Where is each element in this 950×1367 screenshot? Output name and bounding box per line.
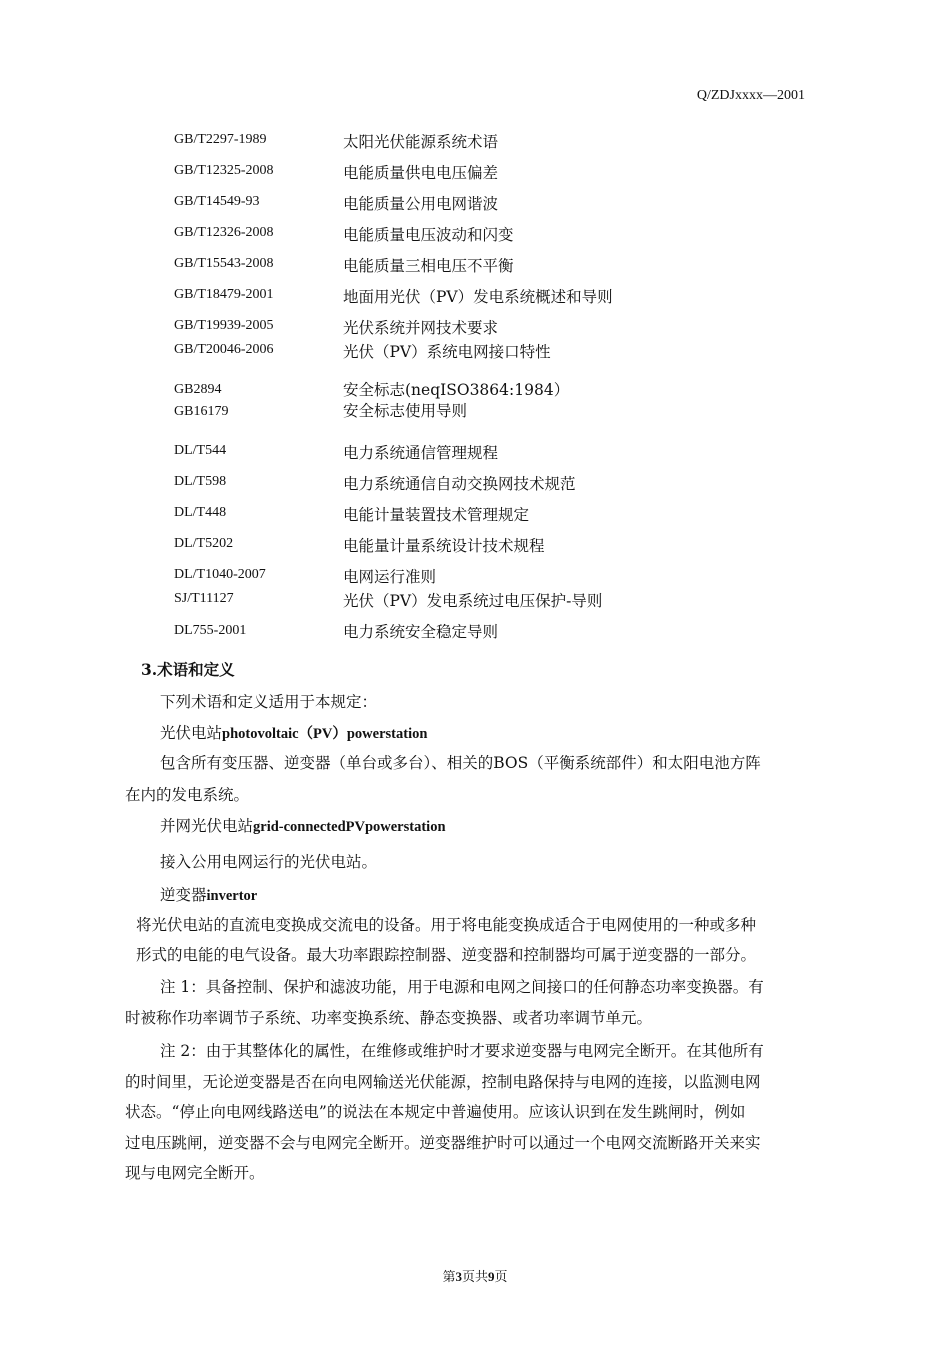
- term-grid-connected-pv: [160, 814, 446, 836]
- term-name-cn: 并网光伏电站: [160, 817, 254, 835]
- note-1: 注 1：具备控制、保护和滤波功能，用于电源和电网之间接口的任何静态功率变换器。有: [160, 978, 764, 996]
- reference-code: GB/T14549-93: [174, 194, 260, 209]
- term-definition: 将光伏电站的直流电变换成交流电的设备。用于将电能变换成适合于电网使用的一种或多种: [136, 916, 757, 934]
- reference-title: 光伏（PV）发电系统过电压保护-导则: [343, 592, 603, 610]
- note-2-continued: 现与电网完全断开。: [125, 1164, 265, 1182]
- section-heading: 3.术语和定义: [141, 660, 235, 679]
- footer-middle: 页共: [461, 1269, 488, 1284]
- term-photovoltaic-power-station: [160, 721, 427, 743]
- reference-title: 光伏（PV）系统电网接口特性: [343, 343, 551, 361]
- term-definition: 包含所有变压器、逆变器（单台或多台）、相关的BOS（平衡系统部件）和太阳电池方阵: [160, 754, 761, 772]
- term-name-cn: 光伏电站: [160, 724, 223, 742]
- reference-title: 安全标志(neqISO3864:1984）: [343, 381, 570, 399]
- reference-title: 电能计量装置技术管理规定: [343, 506, 530, 524]
- term-definition: 形式的电能的电气设备。最大功率跟踪控制器、逆变器和控制器均可属于逆变器的一部分。: [136, 946, 757, 964]
- reference-code: GB16179: [174, 404, 229, 419]
- reference-code: GB/T20046-2006: [174, 342, 274, 357]
- footer-suffix: 页: [494, 1269, 508, 1284]
- note-2-continued: 状态。“停止向电网线路送电”的说法在本规定中普遍使用。应该认识到在发生跳闸时，例如: [125, 1103, 746, 1121]
- reference-code: SJ/T11127: [174, 591, 234, 606]
- document-id: Q/ZDJxxxx—2001: [696, 88, 805, 103]
- term-name-en: photovoltaic（PV）powerstation: [222, 726, 428, 742]
- reference-title: 电能质量供电电压偏差: [343, 164, 499, 182]
- reference-code: DL/T1040-2007: [174, 567, 266, 582]
- page-total: 9: [488, 1269, 495, 1284]
- term-invertor: [160, 883, 257, 905]
- note-2-continued: 过电压跳闸，逆变器不会与电网完全断开。逆变器维护时可以通过一个电网交流断路开关来实: [125, 1134, 761, 1152]
- reference-code: GB/T15543-2008: [174, 256, 274, 271]
- note-2: 注 2：由于其整体化的属性，在维修或维护时才要求逆变器与电网完全断开。在其他所有: [160, 1042, 764, 1060]
- footer-prefix: 第: [442, 1269, 456, 1284]
- reference-title: 电能质量电压波动和闪变: [343, 226, 514, 244]
- reference-title: 电力系统安全稳定导则: [343, 623, 499, 641]
- note-1-continued: 时被称作功率调节子系统、功率变换系统、静态变换器、或者功率调节单元。: [125, 1009, 653, 1027]
- reference-code: DL755-2001: [174, 623, 247, 638]
- reference-code: DL/T544: [174, 443, 227, 458]
- note-2-continued: 的时间里，无论逆变器是否在向电网输送光伏能源，控制电路保持与电网的连接，以监测电网: [125, 1073, 761, 1091]
- definitions-intro: 下列术语和定义适用于本规定：: [160, 693, 378, 711]
- reference-title: 电力系统通信管理规程: [343, 444, 499, 462]
- reference-title: 地面用光伏（PV）发电系统概述和导则: [343, 288, 613, 306]
- term-name-en: invertor: [206, 888, 258, 904]
- reference-code: GB/T2297-1989: [174, 132, 267, 147]
- reference-title: 电网运行准则: [343, 568, 437, 586]
- term-name-en: grid-connectedPVpowerstation: [253, 819, 446, 835]
- term-name-cn: 逆变器: [160, 886, 207, 904]
- page-footer: [0, 1266, 950, 1285]
- reference-code: GB/T12326-2008: [174, 225, 274, 240]
- reference-code: GB2894: [174, 382, 222, 397]
- reference-code: DL/T5202: [174, 536, 234, 551]
- page-number: 3: [455, 1269, 462, 1284]
- reference-code: DL/T598: [174, 474, 227, 489]
- reference-title: 电能质量三相电压不平衡: [343, 257, 514, 275]
- term-definition: 接入公用电网运行的光伏电站。: [160, 853, 378, 871]
- term-definition: 在内的发电系统。: [125, 786, 250, 804]
- reference-title: 光伏系统并网技术要求: [343, 319, 499, 337]
- reference-code: GB/T12325-2008: [174, 163, 274, 178]
- reference-title: 电能量计量系统设计技术规程: [343, 537, 545, 555]
- reference-title: 太阳光伏能源系统术语: [343, 133, 499, 151]
- reference-title: 安全标志使用导则: [343, 402, 468, 420]
- reference-code: GB/T18479-2001: [174, 287, 274, 302]
- reference-code: DL/T448: [174, 505, 227, 520]
- reference-code: GB/T19939-2005: [174, 318, 274, 333]
- reference-title: 电能质量公用电网谐波: [343, 195, 499, 213]
- reference-title: 电力系统通信自动交换网技术规范: [343, 475, 576, 493]
